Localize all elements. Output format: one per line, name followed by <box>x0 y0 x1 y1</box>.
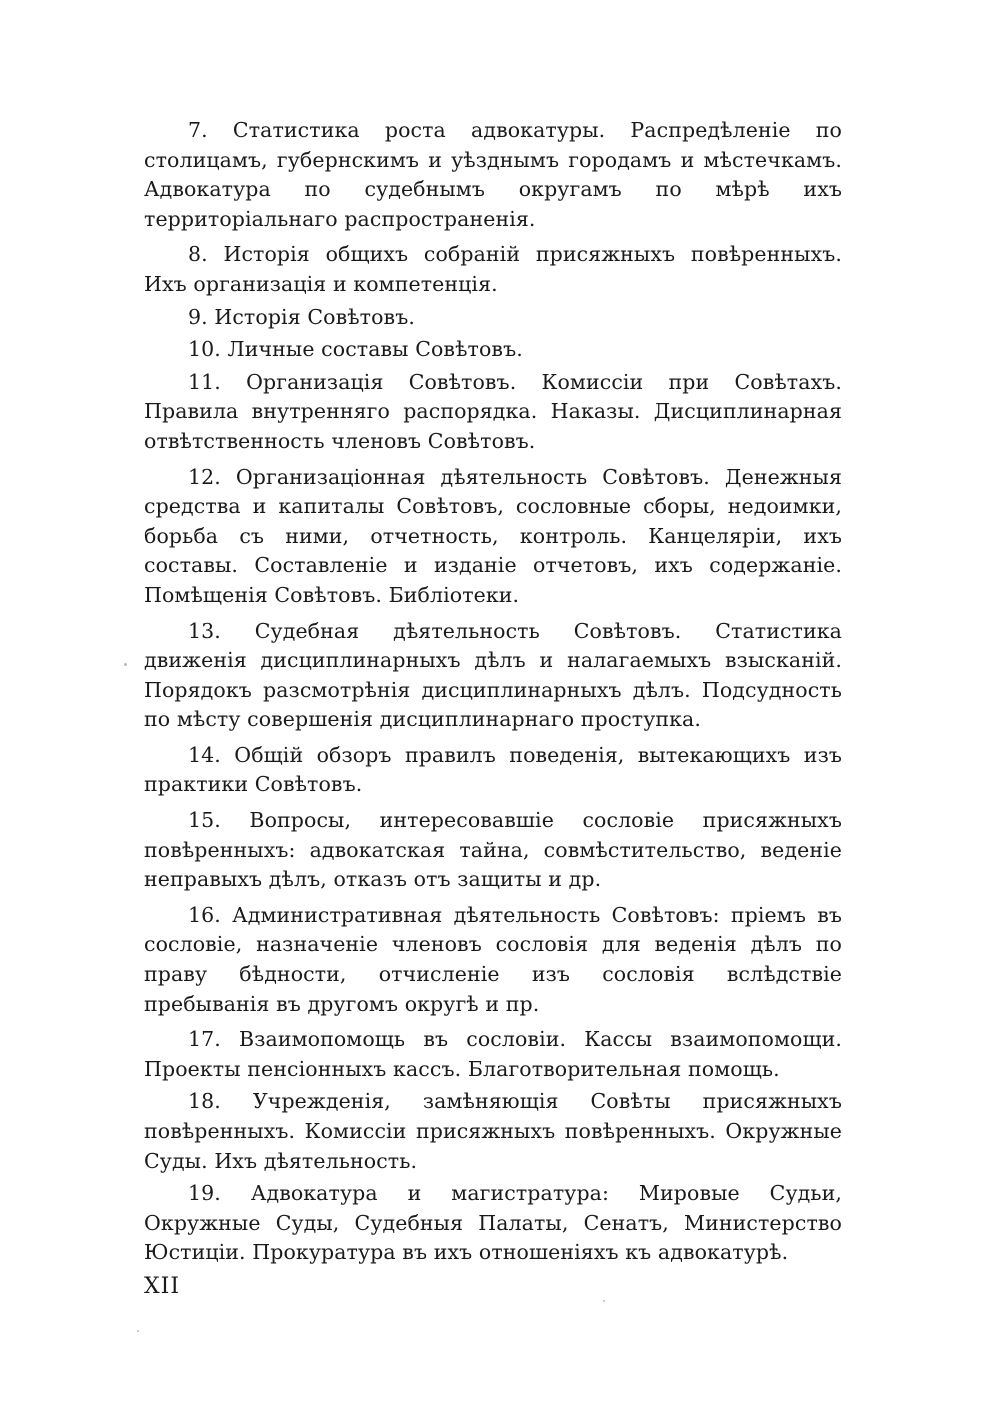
paragraph-10: 10. Личные составы Совѣтовъ. <box>188 337 523 362</box>
paragraph-19: 19. Адвокатура и магистратура: Мировые Судьи, Окружные Суды, Судебныя Палаты, Сенатъ, Министерство Юстиціи. Прокуратура въ ихъ отношеніяхъ къ адвокатурѣ. <box>144 1181 842 1265</box>
paragraph-13: 13. Судебная дѣятельность Совѣтовъ. Статистика движенія дисциплинарныхъ дѣлъ и налагаемыхъ взысканій. Порядокъ разсмотрѣнія дисциплинарныхъ дѣлъ. Подсудность по мѣсту совершенія дисциплинарнаго проступка. <box>144 618 842 732</box>
paragraph-9: 9. Исторія Совѣтовъ. <box>188 304 415 329</box>
paragraph-14: 14. Общій обзоръ правилъ поведенія, вытекающихъ изъ практики Совѣтовъ. <box>144 742 842 797</box>
paragraph-8: 8. Исторія общихъ собраній присяжныхъ повѣренныхъ. Ихъ организація и компетенція. <box>144 242 842 296</box>
scan-speck <box>603 1300 605 1302</box>
scan-speck <box>137 1330 139 1332</box>
scan-speck <box>124 663 127 666</box>
page-number: XII <box>144 1274 181 1299</box>
paragraph-7: 7. Статистика роста адвокатуры. Распредѣленіе по столицамъ, губернскимъ и уѣзднымъ городамъ и мѣстечкамъ. Адвокатура по судебнымъ округамъ по мѣрѣ ихъ территоріальнаго распространенія. <box>144 118 842 231</box>
paragraph-17: 17. Взаимопомощь въ сословіи. Кассы взаимопомощи. Проекты пенсіонныхъ кассъ. Благотворительная помощь. <box>144 1027 842 1081</box>
paragraph-16: 16. Административная дѣятельность Совѣтовъ: пріемъ въ сословіе, назначеніе членовъ сословія для веденія дѣлъ по праву бѣдности, отчисленіе изъ сословія вслѣдствіе пребыванія въ другомъ округѣ и пр. <box>144 902 842 1016</box>
paragraph-12: 12. Организаціонная дѣятельность Совѣтовъ. Денежныя средства и капиталы Совѣтовъ, сословные сборы, недоимки, борьба съ ними, отчетность, контроль. Канцеляріи, ихъ составы. Составленіе и изданіе отчетовъ, ихъ содержаніе. Помѣщенія Совѣтовъ. Библіотеки. <box>144 464 842 607</box>
paragraph-15: 15. Вопросы, интересовавшіе сословіе присяжныхъ повѣренныхъ: адвокатская тайна, совмѣстительство, веденіе неправыхъ дѣлъ, отказъ отъ защиты и др. <box>144 808 842 892</box>
text-block <box>144 116 842 1274</box>
paragraph-18: 18. Учрежденія, замѣняющія Совѣты присяжныхъ повѣренныхъ. Комиссіи присяжныхъ повѣренныхъ. Окружные Суды. Ихъ дѣятельность. <box>144 1089 842 1173</box>
paragraph-11: 11. Организація Совѣтовъ. Комиссіи при Совѣтахъ. Правила внутренняго распорядка. Наказы. Дисциплинарная отвѣтственность членовъ Совѣтовъ. <box>144 369 842 453</box>
